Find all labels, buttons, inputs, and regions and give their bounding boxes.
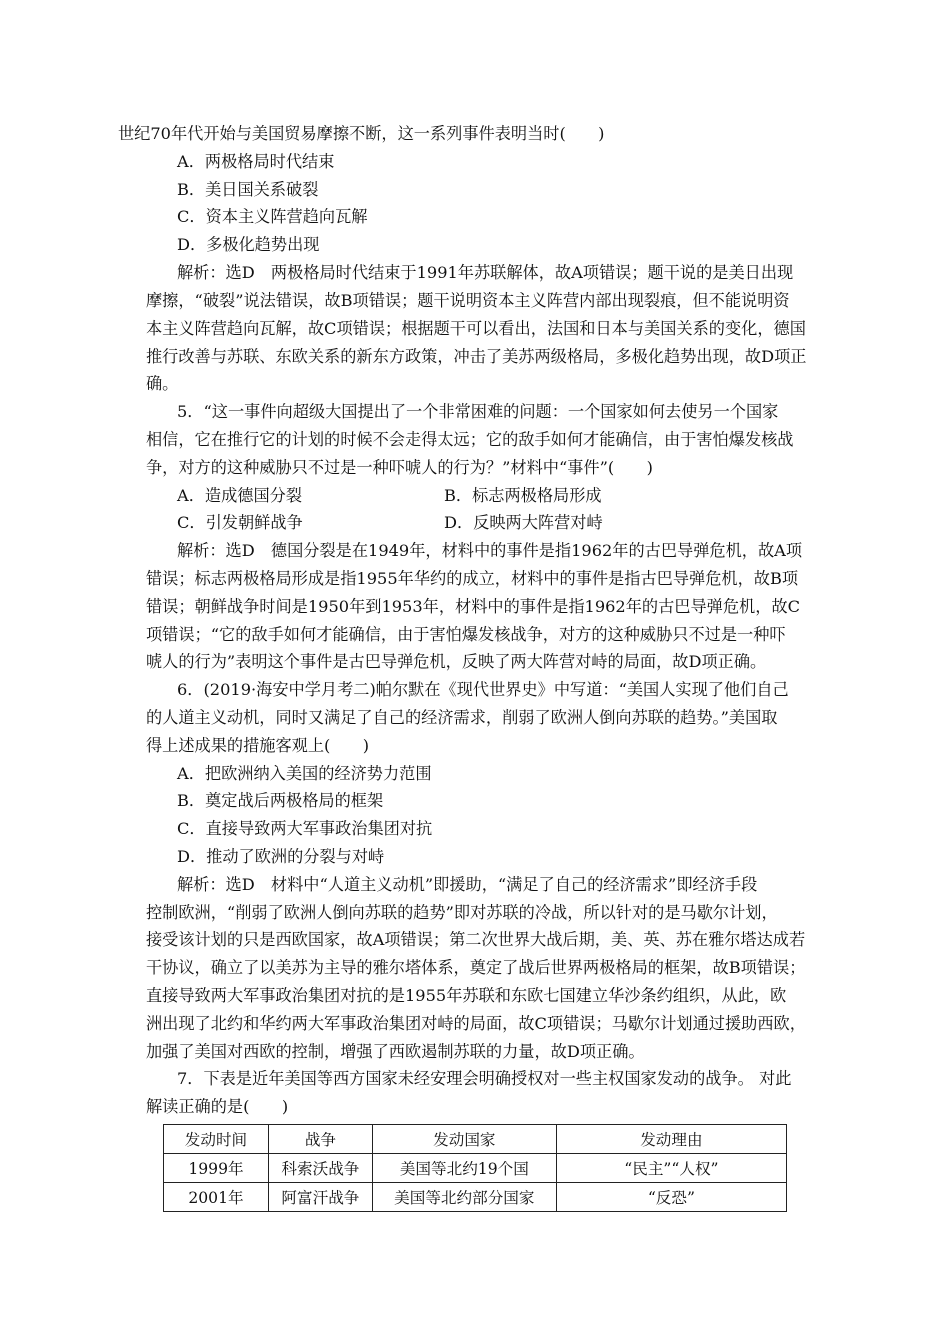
q5-analysis-line: 错误；标志两极格局形成是指1955年华约的成立，材料中的事件是指古巴导弹危机，故B项 — [146, 569, 799, 588]
q6-stem-line: 的人道主义动机，同时又满足了自己的经济需求，削弱了欧洲人倒向苏联的趋势。”美国取 — [146, 708, 778, 727]
table-header-row — [164, 1125, 787, 1154]
table-row — [164, 1154, 787, 1183]
table-header-cell: 发动时间 — [164, 1125, 269, 1154]
q4-option-a: A．两极格局时代结束 — [177, 152, 335, 171]
table-header-cell: 战争 — [268, 1125, 372, 1154]
q4-stem: 世纪70年代开始与美国贸易摩擦不断，这一系列事件表明当时( ) — [118, 124, 605, 143]
table-cell: 阿富汗战争 — [268, 1183, 372, 1212]
table-cell: “民主”“人权” — [556, 1154, 786, 1183]
table-cell: “反恐” — [556, 1183, 786, 1212]
q4-option-d: D．多极化趋势出现 — [177, 235, 320, 254]
q6-analysis-line: 直接导致两大军事政治集团对抗的是1955年苏联和东欧七国建立华沙条约组织，从此，欧 — [146, 986, 787, 1005]
q6-analysis-line: 干协议，确立了以美苏为主导的雅尔塔体系，奠定了战后世界两极格局的框架，故B项错误； — [146, 958, 806, 977]
q7-stem-line: 7．下表是近年美国等西方国家未经安理会明确授权对一些主权国家发动的战争。 对此 — [177, 1069, 792, 1088]
q6-analysis-line: 接受该计划的只是西欧国家，故A项错误；第二次世界大战后期，美、英、苏在雅尔塔达成若 — [146, 930, 806, 949]
q6-option-b: B．奠定战后两极格局的框架 — [177, 791, 384, 810]
q6-option-c: C．直接导致两大军事政治集团对抗 — [177, 819, 433, 838]
table-cell: 1999年 — [164, 1154, 269, 1183]
q6-option-d: D．推动了欧洲的分裂与对峙 — [177, 847, 385, 866]
q6-analysis-line: 加强了美国对西欧的控制，增强了西欧遏制苏联的力量，故D项正确。 — [146, 1042, 645, 1061]
q5-stem-line: 相信，它在推行它的计划的时候不会走得太远；它的敌手如何才能确信，由于害怕爆发核战 — [146, 430, 794, 449]
q5-analysis-line: 项错误；“它的敌手如何才能确信，由于害怕爆发核战争，对方的这种威胁只不过是一种吓 — [146, 625, 786, 644]
table-header-cell: 发动国家 — [372, 1125, 556, 1154]
q4-option-c: C．资本主义阵营趋向瓦解 — [177, 207, 368, 226]
q5-stem-line: 5．“这一事件向超级大国提出了一个非常困难的问题：一个国家如何去使另一个国家 — [177, 402, 779, 421]
q4-analysis-line: 推行改善与苏联、东欧关系的新东方政策，冲击了美苏两级格局，多极化趋势出现，故D项正 — [146, 347, 807, 366]
q6-option-a: A．把欧洲纳入美国的经济势力范围 — [177, 764, 432, 783]
q6-stem-line: 6．(2019·海安中学月考二)帕尔默在《现代世界史》中写道：“美国人实现了他们自己 — [177, 680, 789, 699]
table-row — [164, 1183, 787, 1212]
table-header-cell: 发动理由 — [556, 1125, 786, 1154]
q5-option-d: D．反映两大阵营对峙 — [444, 513, 603, 532]
q5-option-b: B．标志两极格局形成 — [444, 486, 602, 505]
q4-analysis-line: 解析：选D 两极格局时代结束于1991年苏联解体，故A项错误；题干说的是美日出现 — [177, 263, 794, 282]
q5-analysis-line: 错误；朝鲜战争时间是1950年到1953年，材料中的事件是指1962年的古巴导弹危机，故C — [146, 597, 800, 616]
q5-stem-line: 争，对方的这种威胁只不过是一种吓唬人的行为？”材料中“事件”( ) — [146, 458, 653, 477]
q7-stem-line: 解读正确的是( ) — [146, 1097, 289, 1116]
table-cell: 美国等北约部分国家 — [372, 1183, 556, 1212]
table-cell: 美国等北约19个国 — [372, 1154, 556, 1183]
q6-stem-line: 得上述成果的措施客观上( ) — [146, 736, 370, 755]
q5-analysis-line: 解析：选D 德国分裂是在1949年，材料中的事件是指1962年的古巴导弹危机，故A项 — [177, 541, 803, 560]
q6-analysis-line: 洲出现了北约和华约两大军事政治集团对峙的局面，故C项错误；马歇尔计划通过援助西欧， — [146, 1014, 806, 1033]
table-cell: 2001年 — [164, 1183, 269, 1212]
table-cell: 科索沃战争 — [268, 1154, 372, 1183]
q5-option-a: A．造成德国分裂 — [177, 486, 303, 505]
q6-analysis-line: 控制欧洲，“削弱了欧洲人倒向苏联的趋势”即对苏联的冷战，所以针对的是马歇尔计划， — [146, 903, 778, 922]
q4-option-b: B．美日国关系破裂 — [177, 180, 319, 199]
q5-option-c: C．引发朝鲜战争 — [177, 513, 303, 532]
q4-analysis-line: 本主义阵营趋向瓦解，故C项错误；根据题干可以看出，法国和日本与美国关系的变化，德国 — [146, 319, 806, 338]
q5-analysis-line: 唬人的行为”表明这个事件是古巴导弹危机，反映了两大阵营对峙的局面，故D项正确。 — [146, 652, 767, 671]
q7-war-table — [163, 1124, 787, 1212]
q6-analysis-line: 解析：选D 材料中“人道主义动机”即援助，“满足了自己的经济需求”即经济手段 — [177, 875, 758, 894]
q4-analysis-line: 确。 — [146, 374, 179, 393]
q4-analysis-line: 摩擦，“破裂”说法错误，故B项错误；题干说明资本主义阵营内部出现裂痕，但不能说明资 — [146, 291, 790, 310]
